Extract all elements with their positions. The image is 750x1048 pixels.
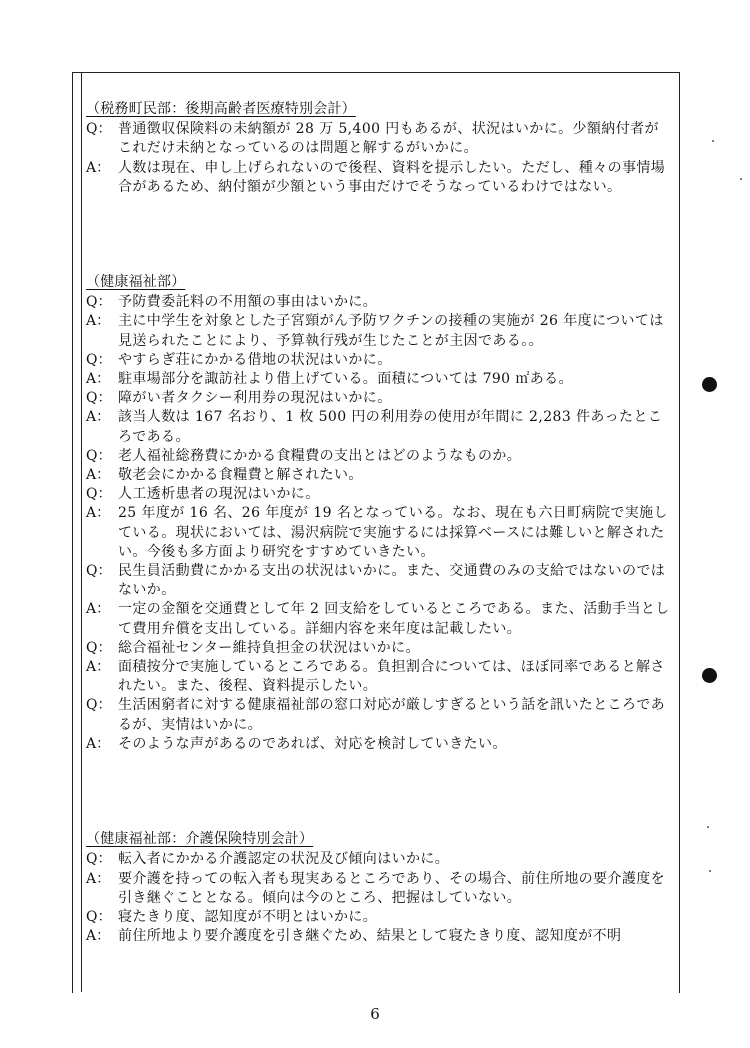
section-health-welfare <box>86 273 672 754</box>
question-label: Q： <box>86 697 112 714</box>
qa-item <box>86 735 672 754</box>
question-label: Q： <box>86 639 112 656</box>
question-label: Q： <box>86 294 112 311</box>
section-health-welfare-care-insurance <box>86 830 672 946</box>
question-text: 民生員活動費にかかる支出の状況はいかに。また、交通費のみの支給ではないのではないか。 <box>118 563 666 599</box>
answer-label: A： <box>86 735 111 752</box>
question-text: 人工透析患者の現況はいかに。 <box>118 486 320 503</box>
answer-label: A： <box>86 928 111 945</box>
qa-item <box>86 159 672 197</box>
qa-item <box>86 658 672 696</box>
page-number: 6 <box>370 1005 380 1023</box>
answer-text: 人数は現在、申し上げられないので後程、資料を提示したい。ただし、種々の事情場合があるため、納付額が少額という事由だけでそうなっているわけではない。 <box>118 159 666 195</box>
qa-item <box>86 120 672 158</box>
answer-text: 該当人数は 167 名おり、1 枚 500 円の利用券の使用が年間に 2,283 件あったところである。 <box>118 409 663 445</box>
answer-label: A： <box>86 659 111 676</box>
qa-item <box>86 562 672 600</box>
left-margin-rule <box>81 72 82 992</box>
question-label: Q： <box>86 486 112 503</box>
answer-label: A： <box>86 870 111 887</box>
answer-label: A： <box>86 601 111 618</box>
section-title: （健康福祉部：介護保険特別会計） <box>86 831 314 848</box>
answer-label: A： <box>86 371 111 388</box>
question-label: Q： <box>86 351 112 368</box>
answer-label: A： <box>86 159 111 176</box>
question-text: 生活困窮者に対する健康福祉部の窓口対応が厳しすぎるという話を訊いたところであるが、実情はいかに。 <box>118 697 666 733</box>
question-text: やすらぎ荘にかかる借地の状況はいかに。 <box>118 351 392 368</box>
question-label: Q： <box>86 447 112 464</box>
answer-text: 敬老会にかかる食糧費と解されたい。 <box>118 467 363 484</box>
question-label: Q： <box>86 390 112 407</box>
qa-item <box>86 504 672 562</box>
document-body <box>86 100 672 946</box>
section-title: （健康福祉部） <box>86 274 186 291</box>
qa-item <box>86 293 672 312</box>
scan-speck <box>707 826 709 828</box>
qa-item <box>86 850 672 869</box>
section-tax-elderly-medical <box>86 100 672 197</box>
qa-item <box>86 870 672 908</box>
qa-item <box>86 370 672 389</box>
binder-hole-mark <box>702 377 717 392</box>
qa-item <box>86 908 672 927</box>
answer-text: 一定の金額を交通費として年 2 回支給をしているところである。また、活動手当として費用弁償を支出している。詳細内容を来年度は記載したい。 <box>118 601 670 637</box>
question-label: Q： <box>86 121 112 138</box>
answer-text: 前住所地より要介護度を引き継ぐため、結果として寝たきり度、認知度が不明 <box>118 928 622 945</box>
question-text: 普通徴収保険料の未納額が 28 万 5,400 円もあるが、状況はいかに。少額納付者がこれだけ未納となっているのは問題と解するがいかに。 <box>118 121 659 157</box>
answer-text: 面積按分で実施しているところである。負担割合については、ほぼ同率であると解されたい。また、後程、資料提示したい。 <box>118 659 665 695</box>
answer-label: A： <box>86 409 111 426</box>
answer-label: A： <box>86 505 111 522</box>
question-text: 障がい者タクシー利用券の現況はいかに。 <box>118 390 392 407</box>
question-label: Q： <box>86 563 112 580</box>
qa-item <box>86 466 672 485</box>
question-text: 寝たきり度、認知度が不明とはいかに。 <box>118 908 378 925</box>
answer-text: 25 年度が 16 名、26 年度が 19 名となっている。なお、現在も六日町病院で実施している。現状においては、湯沢病院で実施するには採算ベースには難しいと解されたい。今後も多方面より研究をすすめていきたい。 <box>118 505 668 560</box>
section-title: （税務町民部：後期高齢者医療特別会計） <box>86 101 356 117</box>
question-label: Q： <box>86 851 112 868</box>
qa-item <box>86 600 672 638</box>
question-text: 転入者にかかる介護認定の状況及び傾向はいかに。 <box>118 851 450 868</box>
qa-item <box>86 927 672 946</box>
answer-text: 駐車場部分を諏訪社より借上げている。面積については 790 ㎡ある。 <box>118 371 573 388</box>
qa-item <box>86 389 672 408</box>
question-text: 総合福祉センター維持負担金の状況はいかに。 <box>118 639 420 656</box>
answer-text: 要介護を持っての転入者も現実あるところであり、その場合、前住所地の要介護度を引き継ぐこととなる。傾向は今のところ、把握はしていない。 <box>118 870 666 906</box>
qa-item <box>86 485 672 504</box>
answer-label: A： <box>86 313 111 330</box>
qa-item <box>86 408 672 446</box>
answer-text: 主に中学生を対象とした子宮頸がん予防ワクチンの接種の実施が 26 年度については見送られたことにより、予算執行残が生じたことが主因である。。 <box>118 313 664 349</box>
qa-item <box>86 639 672 658</box>
scan-speck <box>709 870 711 872</box>
scan-speck <box>712 140 714 142</box>
question-text: 予防費委託料の不用額の事由はいかに。 <box>118 294 378 311</box>
answer-label: A： <box>86 467 111 484</box>
question-text: 老人福祉総務費にかかる食糧費の支出とはどのようなものか。 <box>118 447 522 464</box>
qa-item <box>86 447 672 466</box>
qa-item <box>86 696 672 734</box>
qa-item <box>86 351 672 370</box>
qa-item <box>86 312 672 350</box>
scan-speck <box>740 178 742 180</box>
answer-text: そのような声があるのであれば、対応を検討していきたい。 <box>118 735 507 752</box>
binder-hole-mark <box>702 668 717 683</box>
question-label: Q： <box>86 908 112 925</box>
